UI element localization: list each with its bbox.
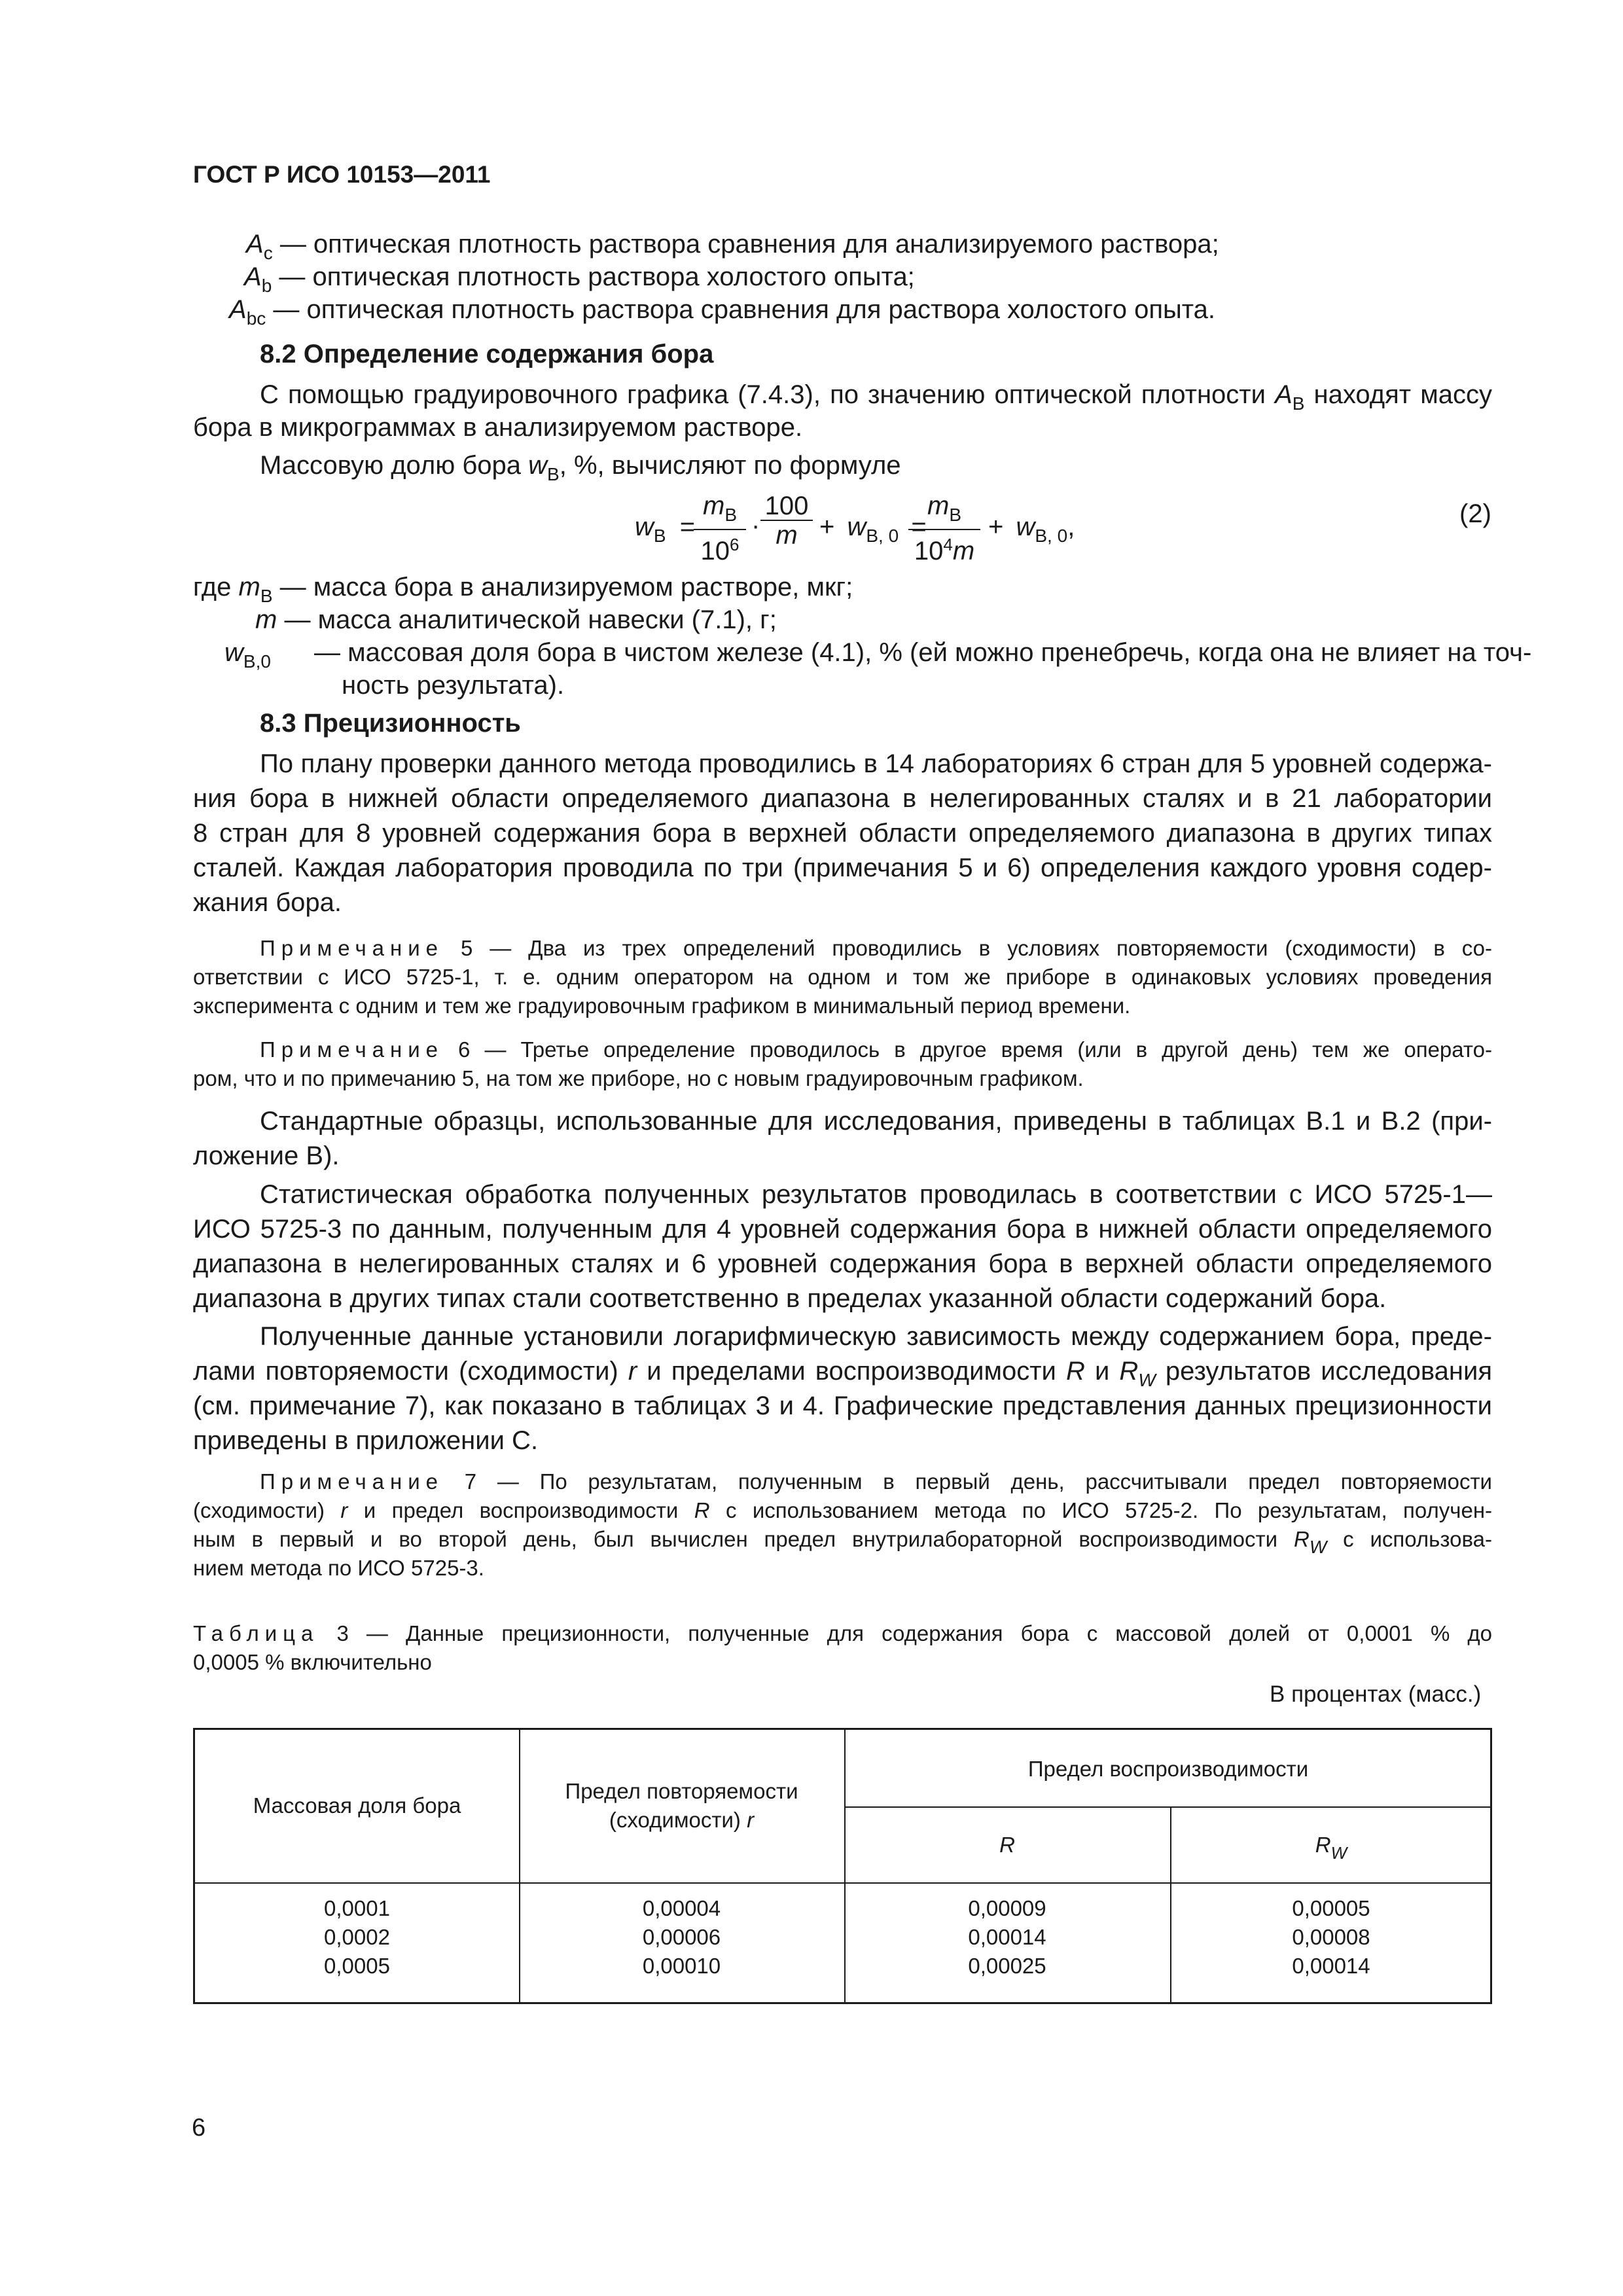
section-title-8-2: 8.2 Определение содержания бора bbox=[260, 340, 714, 368]
symbol-subscript: c bbox=[263, 243, 273, 263]
table-column-mass-fraction bbox=[195, 1894, 519, 1981]
fraction-mb-over-10e4m: $m_B$ $10^4m$ bbox=[908, 492, 980, 565]
table-cell: 0,00014 bbox=[1292, 1954, 1370, 1978]
definition-text: — оптическая плотность раствора сравнения для раствора холостого опыта. bbox=[273, 295, 1215, 324]
table-header-RW: $R_W$ bbox=[1315, 1833, 1347, 1863]
definition-m: m — масса аналитической навески (7.1), г; bbox=[255, 605, 777, 634]
symbol-subscript: b bbox=[261, 276, 272, 296]
symbol-subscript: bc bbox=[246, 308, 266, 329]
symbol: A bbox=[246, 230, 264, 259]
fraction-mb-over-10e6: $m_B$ $10^6$ bbox=[694, 492, 746, 565]
table-cell: 0,00009 bbox=[968, 1896, 1046, 1920]
definition-text: — оптическая плотность раствора сравнения для анализируемого раствора; bbox=[279, 230, 1219, 259]
definition-mb: где $m_B$ — масса бора в анализируемом растворе, мкг; bbox=[193, 573, 853, 606]
table-cell: 0,00005 bbox=[1292, 1896, 1370, 1920]
table-cell: 0,00006 bbox=[642, 1925, 721, 1949]
table-header-repeatability: Предел повторяемости (сходимости) r bbox=[565, 1779, 798, 1832]
formula-number: (2) bbox=[1459, 499, 1491, 528]
table-column-RW bbox=[1170, 1894, 1492, 1981]
definition-text: — оптическая плотность раствора холостого опыта; bbox=[279, 262, 915, 291]
document-page: ГОСТ Р ИСО 10153—2011 $A_c$ — оптическая плотность раствора сравнения для анализируемого раствора; $A_b$ — оптическая плотность раствора холостого опыта; $A_{bc}$ — оптическая плотность раствора сравнения для раствора холостого опыта. 8.2 Определение содержания бора С помощью градуировочного графика (7.4.3), по значению оптической плотности $A_B$ находят массу бора в микрограммах в анализируемом растворе. Массовую долю бора $w_B$, %, вычисляют по формуле $w_B$ = $m_B$ $10^6$ · 100 m + $w_{B, 0}$ = $m_B$ $10^4m$ + $w_{B, 0}$, (2) где $m_B$ — масса бора в анализируемом растворе, мкг; m — масса аналитической навески (7.1), г; $w_{B,0}$ — массовая доля бора в чистом железе (4.1), % (ей можно пренебречь, когда она не влияет на точ- ность результата). 8.3 Прецизионность По плану проверки данного метода проводились в 14 лабораториях 6 стран для 5 уровней содержа- ния бора в нижней области определяемого диапазона в нелегированных сталях и в 21 лаборатории 8 стран для 8 уровней содержания бора в верхней области определяемого диапазона в других типах сталей. Каждая лаборатория проводила по три (примечания 5 и 6) определения каждого уровня содер- жания бора. Примечание 5 — Два из трех определений проводились в условиях повторяемости (сходимости) в со- ответствии с ИСО 5725-1, т. е. одним оператором на одном и том же приборе в одинаковых условиях проведения эксперимента с одним и тем же градуировочным графиком в минимальный период времени. Примечание 6 — Третье определение проводилось в другое время (или в другой день) тем же операто- ром, что и по примечанию 5, на том же приборе, но с новым градуировочным графиком. Стандартные образцы, использованные для исследования, приведены в таблицах B.1 и B.2 (при- ложение B). Статистическая обработка полученных результатов проводилась в соответствии с ИСО 5725-1— ИСО 5725-3 по данным, полученным для 4 уровней содержания бора в нижней области определяемого диапазона в нелегированных сталях и 6 уровней содержания бора в верхней области определяемого диапазона в других типах стали соответственно в пределах указанной области содержаний бора. Полученные данные установили логарифмическую зависимость между содержанием бора, преде- лами повторяемости (сходимости) r и пределами воспроизводимости R и $R_W$ результатов исследования (см. примечание 7), как показано в таблицах 3 и 4. Графические представления данных прецизионности приведены в приложении С. Примечание 7 — По результатам, полученным в первый день, рассчитывали предел повторяемости (сходимости) r и предел воспроизводимости R с использованием метода по ИСО 5725-2. По результатам, получен- ным в первый и во второй день, был вычислен предел внутрилабораторной воспроизводимости $R_W$ с использова- нием метода по ИСО 5725-3. Таблица 3 — Данные прецизионности, полученные для содержания бора с массовой долей от 0,0001 % до 0,0005 % включительно В процентах (масс.) Массовая доля бора Предел повторяемости (сходимости) r Предел воспроизводимости R $R_W$ 0,0001 0,0002 0,0005 0,00004 0,00006 0,00010 0,00009 0,00014 0,00025 0,00005 0,00008 0,00014 6 bbox=[192, 161, 1532, 2142]
table-cell: 0,0002 bbox=[324, 1925, 390, 1949]
document-header: ГОСТ Р ИСО 10153—2011 bbox=[193, 161, 491, 188]
formula-term: + $w_{B, 0}$, bbox=[988, 512, 1075, 546]
formula-lhs: $w_B$ = bbox=[635, 512, 696, 546]
page-number: 6 bbox=[192, 2114, 206, 2142]
table-header-mass-fraction: Массовая доля бора bbox=[253, 1793, 461, 1818]
paragraph-line: С помощью градуировочного графика (7.4.3), по значению оптической плотности $A_B$ находят массу bbox=[260, 380, 1492, 414]
symbol: A bbox=[244, 262, 262, 291]
symbol: A bbox=[229, 295, 247, 324]
table-cell: 0,0001 bbox=[324, 1896, 390, 1920]
table-header-R: R bbox=[999, 1833, 1015, 1857]
paragraph-line: Массовую долю бора $w_B$, %, вычисляют по формуле bbox=[260, 451, 901, 484]
multiply-dot: · bbox=[751, 511, 760, 540]
definition-wb0: $w_{B,0}$ bbox=[224, 638, 271, 672]
table-cell: 0,00010 bbox=[642, 1954, 721, 1978]
table-column-r bbox=[519, 1894, 844, 1981]
formula-term: + $w_{B, 0}$ = bbox=[819, 512, 927, 546]
section-title-8-3: 8.3 Прецизионность bbox=[260, 709, 521, 738]
table-column-R bbox=[844, 1894, 1170, 1981]
table-units: В процентах (масс.) bbox=[1270, 1681, 1482, 1707]
table-cell: 0,0005 bbox=[324, 1954, 390, 1978]
table-cell: 0,00014 bbox=[968, 1925, 1046, 1949]
definition-text: ность результата). bbox=[342, 671, 565, 700]
definition-text: — массовая доля бора в чистом железе (4.1), % (ей можно пренебречь, когда она не влияет на точ- bbox=[314, 638, 1532, 667]
table-header-reproducibility: Предел воспроизводимости bbox=[1027, 1757, 1309, 1781]
table-3 bbox=[193, 1728, 1492, 2004]
fraction-100-over-m: 100 m bbox=[760, 492, 813, 550]
table-cell: 0,00004 bbox=[642, 1896, 721, 1920]
paragraph-line: бора в микрограммах в анализируемом растворе. bbox=[193, 413, 803, 442]
definition-abc bbox=[229, 293, 1215, 335]
table-cell: 0,00025 bbox=[968, 1954, 1046, 1978]
table-cell: 0,00008 bbox=[1292, 1925, 1370, 1949]
